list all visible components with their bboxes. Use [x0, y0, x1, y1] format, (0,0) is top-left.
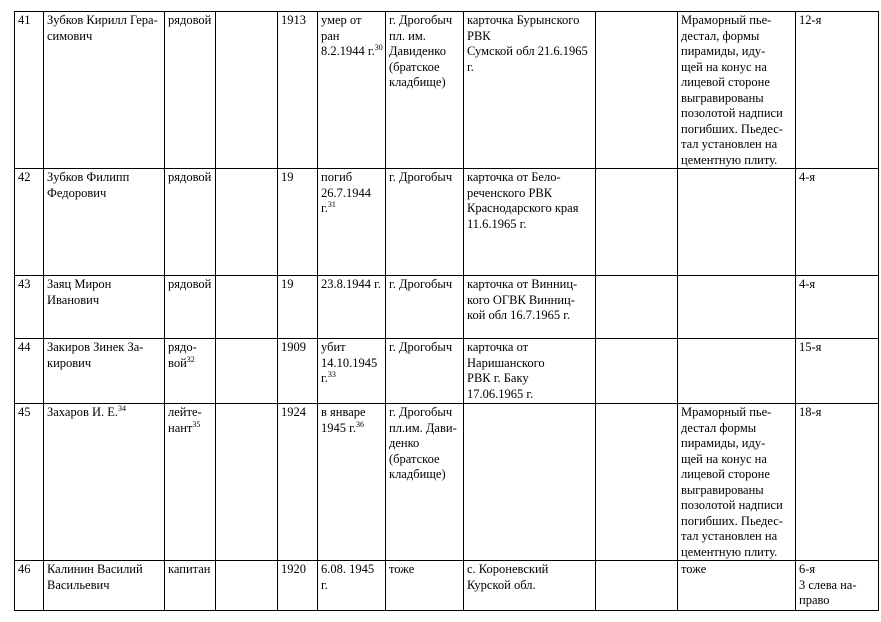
cell-name: Зубков Кирилл Гера- симович [44, 12, 165, 169]
cell-name: Калинин Василий Васильевич [44, 561, 165, 611]
cell-rank: рядо- вой$^{32}$ [165, 339, 216, 404]
cell-number: 43 [15, 276, 44, 339]
cell-birth-year: 19 [278, 276, 318, 339]
cell-source [464, 404, 596, 561]
cell-monument: Мраморный пье- дестал формы пирамиды, иду- щей на конус на лицевой стороне выгравированы позолотой надписи погибших. Пьедес- тал установлен на цементную плиту. [678, 404, 796, 561]
cell-burial-place: г. Дрогобыч [386, 339, 464, 404]
table-row [15, 339, 879, 404]
cell-burial-place: г. Дрогобыч пл. им. Давиденко (братское кладбище) [386, 12, 464, 169]
burial-records-table [14, 11, 879, 611]
cell-grave: 6-я 3 слева на- право [796, 561, 879, 611]
cell-blank [216, 561, 278, 611]
cell-rank: капитан [165, 561, 216, 611]
cell-source: карточка от Наришанского РВК г. Баку 17.06.1965 г. [464, 339, 596, 404]
cell-grave: 18-я [796, 404, 879, 561]
footnote-ref: 30 [374, 42, 383, 52]
table-row [15, 404, 879, 561]
cell-death-date: 6.08. 1945 г. [318, 561, 386, 611]
cell-death-date: погиб 26.7.1944 г.$^{31}$ [318, 169, 386, 276]
cell-number: 41 [15, 12, 44, 169]
cell-birth-year: 19 [278, 169, 318, 276]
cell-burial-place: г. Дрогобыч пл.им. Дави- денко (братское кладбище) [386, 404, 464, 561]
cell-burial-place: г. Дрогобыч [386, 276, 464, 339]
footnote-ref: 31 [327, 199, 336, 209]
cell-death-date: убит 14.10.1945 г.$^{33}$ [318, 339, 386, 404]
cell-death-date: умер от ран 8.2.1944 г.$^{30}$ [318, 12, 386, 169]
cell-death-date: в январе 1945 г.$^{36}$ [318, 404, 386, 561]
cell-source: карточка от Бело- реченского РВК Краснодарского края 11.6.1965 г. [464, 169, 596, 276]
cell-monument [678, 276, 796, 339]
cell-birth-year: 1920 [278, 561, 318, 611]
cell-death-date: 23.8.1944 г. [318, 276, 386, 339]
cell-burial-place: тоже [386, 561, 464, 611]
cell-birth-year: 1909 [278, 339, 318, 404]
cell-source: с. Короневский Курской обл. [464, 561, 596, 611]
cell-grave: 4-я [796, 169, 879, 276]
footnote-ref: 32 [186, 354, 195, 364]
cell-rank: рядовой [165, 12, 216, 169]
cell-blank-2 [596, 339, 678, 404]
cell-name: Заяц Мирон Иванович [44, 276, 165, 339]
cell-blank [216, 12, 278, 169]
cell-rank: лейте- нант$^{35}$ [165, 404, 216, 561]
cell-blank [216, 339, 278, 404]
cell-grave: 15-я [796, 339, 879, 404]
cell-name: Захаров И. Е.$^{34}$ [44, 404, 165, 561]
cell-burial-place: г. Дрогобыч [386, 169, 464, 276]
cell-blank-2 [596, 276, 678, 339]
cell-rank: рядовой [165, 276, 216, 339]
cell-blank [216, 404, 278, 561]
table-row [15, 169, 879, 276]
table-row [15, 276, 879, 339]
cell-blank [216, 276, 278, 339]
cell-number: 42 [15, 169, 44, 276]
cell-name: Зубков Филипп Федорович [44, 169, 165, 276]
cell-grave: 12-я [796, 12, 879, 169]
cell-number: 44 [15, 339, 44, 404]
cell-grave: 4-я [796, 276, 879, 339]
table-row [15, 561, 879, 611]
cell-blank [216, 169, 278, 276]
cell-number: 45 [15, 404, 44, 561]
cell-monument: Мраморный пье- дестал, формы пирамиды, иду- щей на конус на лицевой стороне выгравированы позолотой надписи погибших. Пьедес- тал установлен на цементную плиту. [678, 12, 796, 169]
cell-birth-year: 1924 [278, 404, 318, 561]
footnote-ref: 33 [327, 369, 336, 379]
cell-blank-2 [596, 12, 678, 169]
cell-monument [678, 169, 796, 276]
table-row [15, 12, 879, 169]
cell-monument: тоже [678, 561, 796, 611]
cell-blank-2 [596, 404, 678, 561]
cell-blank-2 [596, 169, 678, 276]
cell-monument [678, 339, 796, 404]
cell-source: карточка Бурынского РВК Сумской обл 21.6.1965 г. [464, 12, 596, 169]
cell-rank: рядовой [165, 169, 216, 276]
cell-blank-2 [596, 561, 678, 611]
footnote-ref: 36 [355, 419, 364, 429]
cell-birth-year: 1913 [278, 12, 318, 169]
footnote-ref: 34 [118, 403, 127, 413]
cell-source: карточка от Винниц- кого ОГВК Винниц- кой обл 16.7.1965 г. [464, 276, 596, 339]
cell-name: Закиров Зинек За- кирович [44, 339, 165, 404]
cell-number: 46 [15, 561, 44, 611]
footnote-ref: 35 [192, 419, 201, 429]
